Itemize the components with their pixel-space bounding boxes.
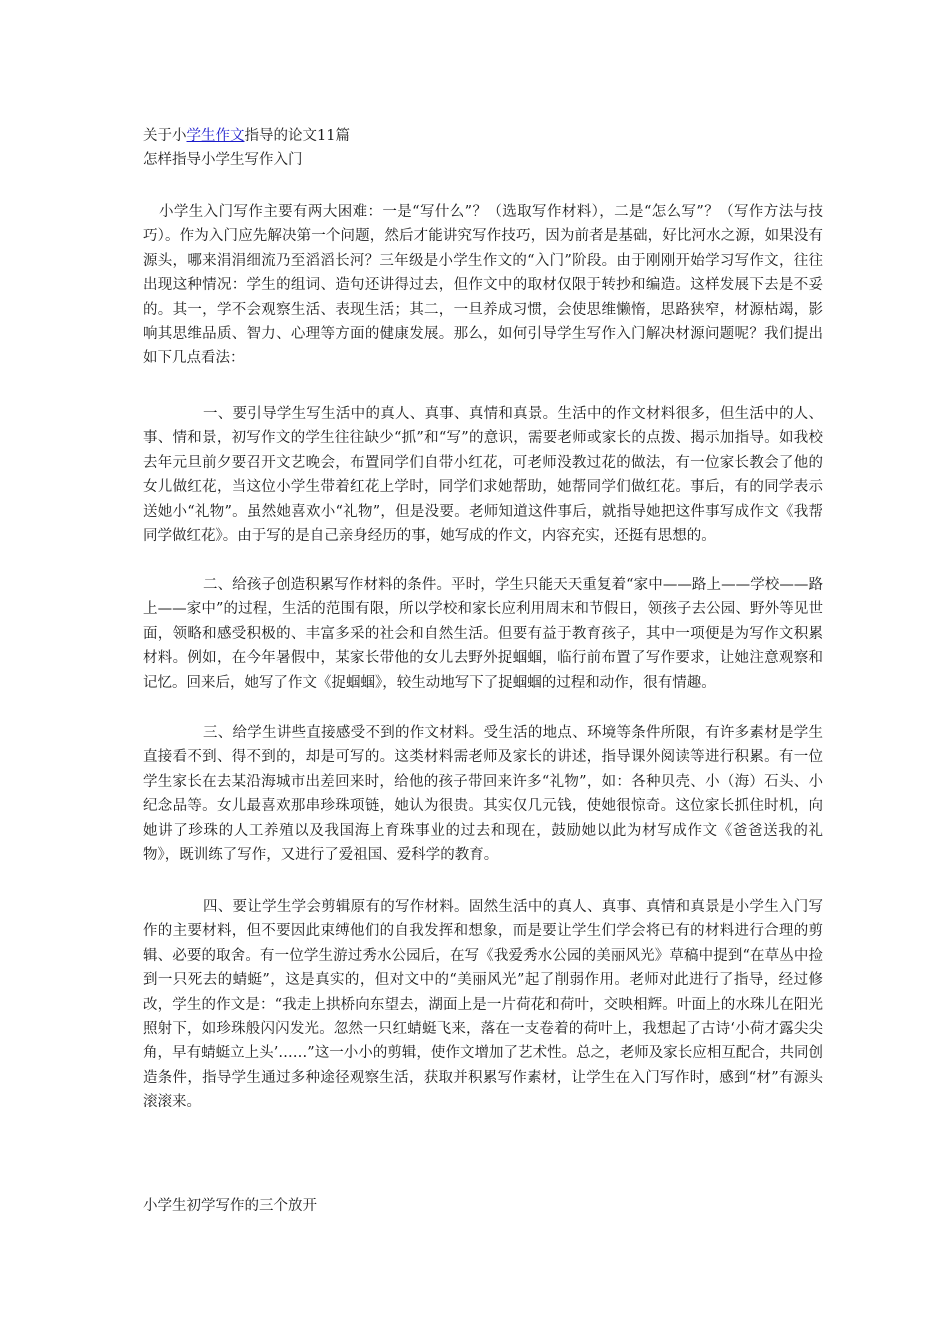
document-title bbox=[143, 126, 350, 146]
section-2-title: 小学生初学写作的三个放开 bbox=[143, 1198, 317, 1214]
point-4-paragraph: 四、要让学生学会剪辑原有的写作材料。固然生活中的真人、真事、真情和真景是小学生入门写作的主要材料，但不要因此束缚他们的自我发挥和想象，而是要让学生们学会将已有的材料进行合理的剪辑、必要的取舍。有一位学生游过秀水公园后，在写《我爱秀水公园的美丽风光》草稿中提到“在草丛中捡到一只死去的蜻蜓”，这是真实的，但对文中的“美丽风光”起了削弱作用。老师对此进行了指导，经过修改，学生的作文是：“我走上拱桥向东望去，湖面上是一片荷花和荷叶，交映相辉。叶面上的水珠儿在阳光照射下，如珍珠般闪闪发光。忽然一只红蜻蜓飞来，落在一支卷着的荷叶上，我想起了古诗‘小荷才露尖尖角，早有蜻蜓立上头’……”这一小小的剪辑，使作文增加了艺术性。总之，老师及家长应相互配合，共同创造条件，指导学生通过多种途径观察生活，获取并积累写作素材，让学生在入门写作时，感到“材”有源头滚滚来。 bbox=[143, 899, 823, 1111]
title-prefix: 关于小 bbox=[143, 128, 187, 144]
point-1-paragraph: 一、要引导学生写生活中的真人、真事、真情和真景。生活中的作文材料很多，但生活中的人、事、情和景，初写作文的学生往往缺少“抓”和“写”的意识，需要老师或家长的点拨、揭示加指导。如我校去年元旦前夕要召开文艺晚会，布置同学们自带小红花，可老师没教过花的做法，有一位家长教会了他的女儿做红花，当这位小学生带着红花上学时，同学们求她帮助，她帮同学们做红花。事后，有的同学表示送她小“礼物”。虽然她喜欢小“礼物”，但是没要。老师知道这件事后，就指导她把这件事写成作文《我帮同学做红花》。由于写的是自己亲身经历的事，她写成的作文，内容充实，还挺有思想的。 bbox=[143, 406, 823, 545]
intro-paragraph: 小学生入门写作主要有两大困难：一是“写什么”？（选取写作材料），二是“怎么写”？（写作方法与技巧）。作为入门应先解决第一个问题，然后才能讲究写作技巧，因为前者是基础，好比河水之源，如果没有源头，哪来涓涓细流乃至滔滔长河？三年级是小学生作文的“入门”阶段。由于刚刚开始学习写作文，往往出现这种情况：学生的组词、造句还讲得过去，但作文中的取材仅限于转抄和编造。这样发展下去是不妥的。其一，学不会观察生活、表现生活；其二，一旦养成习惯，会使思维懒惰，思路狭窄，材源枯竭，影响其思维品质、智力、心理等方面的健康发展。那么，如何引导学生写作入门解决材源问题呢？我们提出如下几点看法： bbox=[143, 204, 823, 367]
point-2-paragraph: 二、给孩子创造积累写作材料的条件。平时，学生只能天天重复着“家中——路上——学校——路上——家中”的过程，生活的范围有限，所以学校和家长应利用周末和节假日，领孩子去公园、野外等见世面，领略和感受积极的、丰富多采的社会和自然生活。但要有益于教育孩子，其中一项便是为写作文积累材料。例如，在今年暑假中，某家长带他的女儿去野外捉蝈蝈，临行前布置了写作要求，让她注意观察和记忆。回来后，她写了作文《捉蝈蝈》，较生动地写下了捉蝈蝈的过程和动作，很有情趣。 bbox=[143, 577, 823, 691]
point-3-paragraph: 三、给学生讲些直接感受不到的作文材料。受生活的地点、环境等条件所限，有许多素材是学生直接看不到、得不到的，却是可写的。这类材料需老师及家长的讲述，指导课外阅读等进行积累。有一位学生家长在去某沿海城市出差回来时，给他的孩子带回来许多“礼物”，如：各种贝壳、小（海）石头、小纪念品等。女儿最喜欢那串珍珠项链，她认为很贵。其实仅几元钱，使她很惊奇。这位家长抓住时机，向她讲了珍珠的人工养殖以及我国海上育珠事业的过去和现在，鼓励她以此为材写成作文《爸爸送我的礼物》，既训练了写作，又进行了爱祖国、爱科学的教育。 bbox=[143, 725, 823, 864]
title-link[interactable]: 学生作文 bbox=[186, 128, 245, 144]
article-subtitle: 怎样指导小学生写作入门 bbox=[143, 152, 303, 168]
title-suffix: 指导的论文11篇 bbox=[244, 128, 350, 144]
